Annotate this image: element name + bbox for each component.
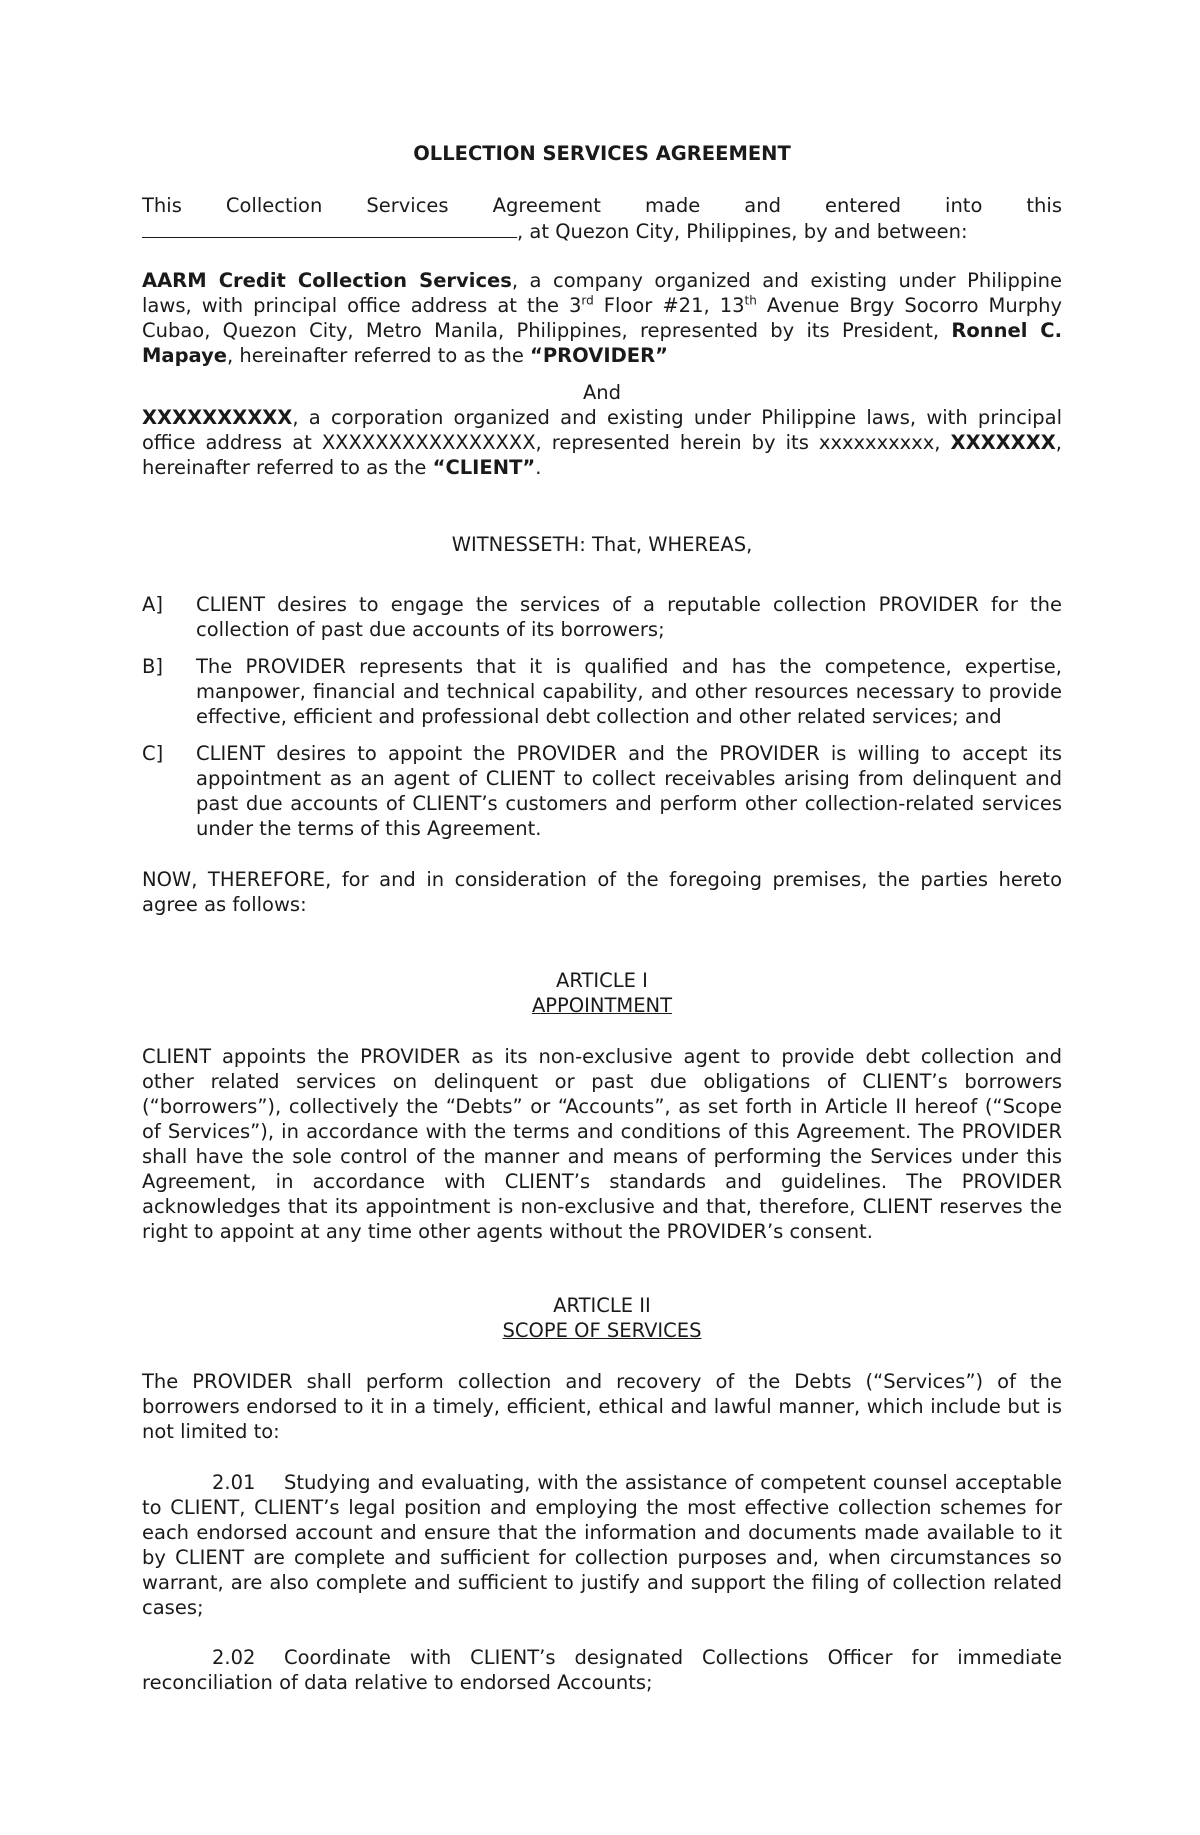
provider-text: , a company organized and existing under Philippine laws, with principal office address at the 3 <box>142 269 1063 317</box>
item-2-01 <box>142 1470 1062 1620</box>
clause-text: CLIENT desires to appoint the PROVIDER and the PROVIDER is willing to accept its appointment as an agent of CLIENT to collect receivables arising from delinquent and past due accounts of CLIENT’s customers and perform other collection-related services under the terms of this Agreement. <box>196 742 1062 840</box>
client-name: XXXXXXXXXX <box>142 406 293 429</box>
intro-line-2: , at Quezon City, Philippines, by and between: <box>517 220 968 243</box>
ordinal-suffix: rd <box>581 293 594 308</box>
document-title: OLLECTION SERVICES AGREEMENT <box>413 142 791 165</box>
provider-text: , hereinafter referred to as the <box>227 344 531 367</box>
provider-label: “PROVIDER” <box>530 344 668 367</box>
clause-label: C] <box>142 742 164 765</box>
client-paragraph <box>142 405 1062 480</box>
client-text: . <box>535 456 542 479</box>
client-label: “CLIENT” <box>432 456 536 479</box>
article-2-heading: ARTICLE II <box>553 1294 651 1317</box>
article-1-subheading-row <box>142 993 1062 1018</box>
item-number: 2.02 <box>212 1646 256 1669</box>
item-text: Studying and evaluating, with the assistance of competent counsel acceptable to CLIENT, CLIENT’s legal position and employing the most effective collection schemes for each endorsed account and ensure that the information and documents made available to it by CLIENT are complete and sufficient for collection purposes and, when circumstances so warrant, are also complete and sufficient to justify and support the filing of collection related cases; <box>142 1471 1062 1619</box>
item-number: 2.01 <box>212 1471 256 1494</box>
provider-name: AARM Credit Collection Services <box>142 269 512 292</box>
ordinal-suffix: th <box>744 293 757 308</box>
intro-paragraph <box>142 193 1062 244</box>
date-blank-line <box>142 218 517 238</box>
and-separator: And <box>582 381 622 404</box>
provider-paragraph <box>142 268 1062 368</box>
client-representative: XXXXXXX <box>950 431 1056 454</box>
article-2-body: The PROVIDER shall perform collection and recovery of the Debts (“Services”) of the borrowers endorsed to it in a timely, efficient, ethical and lawful manner, which include but is not limited to: <box>142 1370 1062 1443</box>
article-2-subheading: SCOPE OF SERVICES <box>502 1319 702 1342</box>
witnesseth-heading: WITNESSETH: That, WHEREAS, <box>451 533 753 556</box>
article-2-subheading-row <box>142 1318 1062 1343</box>
article-1-heading: ARTICLE I <box>556 969 648 992</box>
article-1-subheading: APPOINTMENT <box>531 994 673 1017</box>
clause-text: The PROVIDER represents that it is qualified and has the competence, expertise, manpower, financial and technical capability, and other resources necessary to provide effective, efficient and professional debt collection and other related services; and <box>196 655 1062 728</box>
provider-president: Ronnel C. Mapaye <box>142 319 1063 367</box>
now-therefore-paragraph: NOW, THEREFORE, for and in consideration of the foregoing premises, the parties hereto agree as follows: <box>142 868 1062 916</box>
clause-label: A] <box>142 593 163 616</box>
clause-text: CLIENT desires to engage the services of a reputable collection PROVIDER for the collection of past due accounts of its borrowers; <box>196 593 1062 641</box>
client-text: , hereinafter referred to as the <box>142 431 1062 479</box>
intro-line-1: This Collection Services Agreement made and entered into this <box>142 194 1062 217</box>
client-text: , a corporation organized and existing under Philippine laws, with principal office address at XXXXXXXXXXXXXXXX, represented herein by its xxxxxxxxxx, <box>142 406 1062 454</box>
provider-text: Floor #21, 13 <box>593 294 745 317</box>
item-text: Coordinate with CLIENT’s designated Collections Officer for immediate reconciliation of data relative to endorsed Accounts; <box>142 1646 1062 1694</box>
item-2-02 <box>142 1645 1062 1695</box>
provider-text: Avenue Brgy Socorro Murphy Cubao, Quezon City, Metro Manila, Philippines, represented by its President, <box>142 294 1063 342</box>
clause-label: B] <box>142 655 163 678</box>
article-1-body: CLIENT appoints the PROVIDER as its non-exclusive agent to provide debt collection and other related services on delinquent or past due obligations of CLIENT’s borrowers (“borrowers”), collectively the “Debts” or “Accounts”, as set forth in Article II hereof (“Scope of Services”), in accordance with the terms and conditions of this Agreement. The PROVIDER shall have the sole control of the manner and means of performing the Services under this Agreement, in accordance with CLIENT’s standards and guidelines. The PROVIDER acknowledges that its appointment is non-exclusive and that, therefore, CLIENT reserves the right to appoint at any time other agents without the PROVIDER’s consent. <box>142 1045 1062 1243</box>
